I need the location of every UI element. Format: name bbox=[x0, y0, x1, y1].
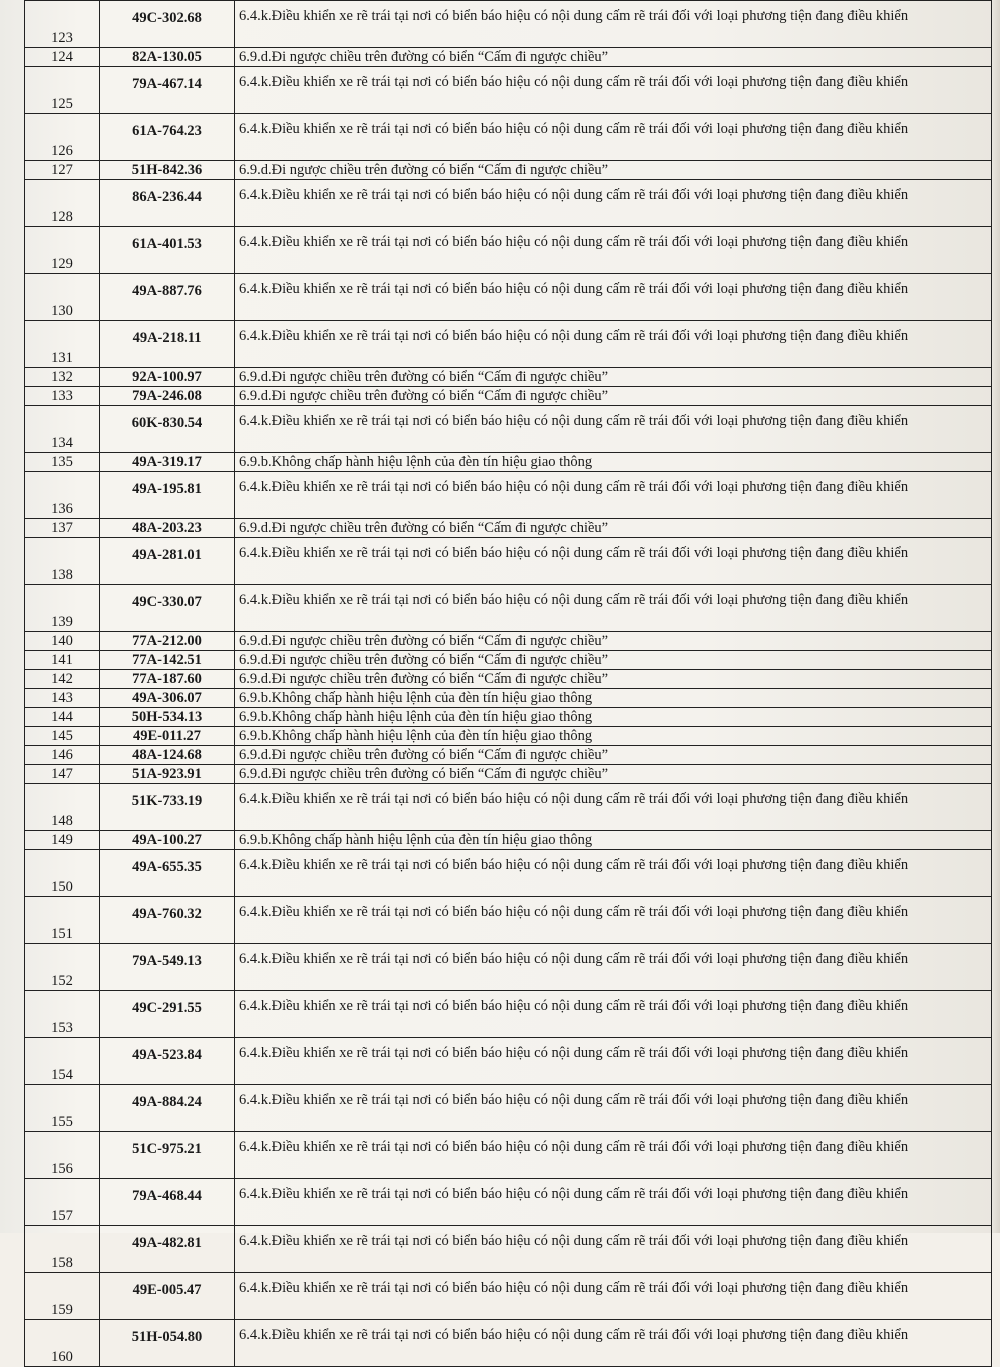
violation-description: 6.9.d.Đi ngược chiều trên đường có biển “Cấm đi ngược chiều” bbox=[235, 632, 992, 651]
license-plate: 49A-655.35 bbox=[100, 850, 235, 897]
row-number: 136 bbox=[25, 472, 100, 519]
table-row bbox=[25, 321, 992, 368]
violation-description: 6.9.b.Không chấp hành hiệu lệnh của đèn tín hiệu giao thông bbox=[235, 453, 992, 472]
table-row bbox=[25, 274, 992, 321]
row-number: 128 bbox=[25, 180, 100, 227]
violation-description: 6.4.k.Điều khiển xe rẽ trái tại nơi có biển báo hiệu có nội dung cấm rẽ trái đối với loại phương tiện đang điều khiển bbox=[235, 180, 992, 227]
row-number: 135 bbox=[25, 453, 100, 472]
table-row bbox=[25, 897, 992, 944]
table-row bbox=[25, 114, 992, 161]
license-plate: 79A-246.08 bbox=[100, 387, 235, 406]
table-row bbox=[25, 784, 992, 831]
row-number: 159 bbox=[25, 1273, 100, 1320]
violation-description: 6.9.d.Đi ngược chiều trên đường có biển “Cấm đi ngược chiều” bbox=[235, 48, 992, 67]
license-plate: 92A-100.97 bbox=[100, 368, 235, 387]
license-plate: 61A-764.23 bbox=[100, 114, 235, 161]
table-row bbox=[25, 161, 992, 180]
table-row bbox=[25, 453, 992, 472]
table-row bbox=[25, 670, 992, 689]
license-plate: 49A-306.07 bbox=[100, 689, 235, 708]
row-number: 131 bbox=[25, 321, 100, 368]
table-row bbox=[25, 1085, 992, 1132]
row-number: 157 bbox=[25, 1179, 100, 1226]
row-number: 145 bbox=[25, 727, 100, 746]
table-row bbox=[25, 585, 992, 632]
row-number: 156 bbox=[25, 1132, 100, 1179]
table-row bbox=[25, 387, 992, 406]
license-plate: 49A-884.24 bbox=[100, 1085, 235, 1132]
row-number: 147 bbox=[25, 765, 100, 784]
row-number: 138 bbox=[25, 538, 100, 585]
table-row bbox=[25, 1132, 992, 1179]
row-number: 130 bbox=[25, 274, 100, 321]
violation-description: 6.9.d.Đi ngược chiều trên đường có biển “Cấm đi ngược chiều” bbox=[235, 368, 992, 387]
license-plate: 49C-330.07 bbox=[100, 585, 235, 632]
violation-description: 6.4.k.Điều khiển xe rẽ trái tại nơi có biển báo hiệu có nội dung cấm rẽ trái đối với loại phương tiện đang điều khiển bbox=[235, 1179, 992, 1226]
violation-description: 6.9.d.Đi ngược chiều trên đường có biển “Cấm đi ngược chiều” bbox=[235, 670, 992, 689]
table-row bbox=[25, 1273, 992, 1320]
violation-description: 6.9.d.Đi ngược chiều trên đường có biển “Cấm đi ngược chiều” bbox=[235, 746, 992, 765]
row-number: 137 bbox=[25, 519, 100, 538]
violation-description: 6.4.k.Điều khiển xe rẽ trái tại nơi có biển báo hiệu có nội dung cấm rẽ trái đối với loại phương tiện đang điều khiển bbox=[235, 1320, 992, 1367]
violation-description: 6.9.b.Không chấp hành hiệu lệnh của đèn tín hiệu giao thông bbox=[235, 727, 992, 746]
license-plate: 49A-887.76 bbox=[100, 274, 235, 321]
row-number: 148 bbox=[25, 784, 100, 831]
license-plate: 48A-203.23 bbox=[100, 519, 235, 538]
license-plate: 49E-011.27 bbox=[100, 727, 235, 746]
license-plate: 48A-124.68 bbox=[100, 746, 235, 765]
table-row bbox=[25, 519, 992, 538]
violation-description: 6.9.d.Đi ngược chiều trên đường có biển “Cấm đi ngược chiều” bbox=[235, 519, 992, 538]
row-number: 158 bbox=[25, 1226, 100, 1273]
license-plate: 79A-467.14 bbox=[100, 67, 235, 114]
table-row bbox=[25, 746, 992, 765]
violation-description: 6.9.b.Không chấp hành hiệu lệnh của đèn tín hiệu giao thông bbox=[235, 708, 992, 727]
violation-description: 6.9.b.Không chấp hành hiệu lệnh của đèn tín hiệu giao thông bbox=[235, 831, 992, 850]
table-row bbox=[25, 689, 992, 708]
license-plate: 49A-482.81 bbox=[100, 1226, 235, 1273]
row-number: 149 bbox=[25, 831, 100, 850]
license-plate: 77A-187.60 bbox=[100, 670, 235, 689]
row-number: 141 bbox=[25, 651, 100, 670]
license-plate: 49A-100.27 bbox=[100, 831, 235, 850]
license-plate: 50H-534.13 bbox=[100, 708, 235, 727]
license-plate: 82A-130.05 bbox=[100, 48, 235, 67]
row-number: 150 bbox=[25, 850, 100, 897]
table-row bbox=[25, 1320, 992, 1367]
row-number: 133 bbox=[25, 387, 100, 406]
violation-description: 6.9.d.Đi ngược chiều trên đường có biển “Cấm đi ngược chiều” bbox=[235, 161, 992, 180]
table-row bbox=[25, 991, 992, 1038]
violations-table bbox=[24, 0, 992, 1367]
row-number: 146 bbox=[25, 746, 100, 765]
violation-description: 6.4.k.Điều khiển xe rẽ trái tại nơi có biển báo hiệu có nội dung cấm rẽ trái đối với loại phương tiện đang điều khiển bbox=[235, 1, 992, 48]
row-number: 134 bbox=[25, 406, 100, 453]
violation-description: 6.4.k.Điều khiển xe rẽ trái tại nơi có biển báo hiệu có nội dung cấm rẽ trái đối với loại phương tiện đang điều khiển bbox=[235, 1226, 992, 1273]
row-number: 123 bbox=[25, 1, 100, 48]
table-row bbox=[25, 727, 992, 746]
license-plate: 49A-319.17 bbox=[100, 453, 235, 472]
table-row bbox=[25, 1, 992, 48]
license-plate: 49C-291.55 bbox=[100, 991, 235, 1038]
row-number: 155 bbox=[25, 1085, 100, 1132]
row-number: 160 bbox=[25, 1320, 100, 1367]
table-row bbox=[25, 227, 992, 274]
violation-description: 6.4.k.Điều khiển xe rẽ trái tại nơi có biển báo hiệu có nội dung cấm rẽ trái đối với loại phương tiện đang điều khiển bbox=[235, 944, 992, 991]
table-row bbox=[25, 368, 992, 387]
page-edge-shadow bbox=[992, 0, 1000, 1233]
violation-description: 6.4.k.Điều khiển xe rẽ trái tại nơi có biển báo hiệu có nội dung cấm rẽ trái đối với loại phương tiện đang điều khiển bbox=[235, 274, 992, 321]
violation-description: 6.9.b.Không chấp hành hiệu lệnh của đèn tín hiệu giao thông bbox=[235, 689, 992, 708]
license-plate: 79A-549.13 bbox=[100, 944, 235, 991]
table-row bbox=[25, 1179, 992, 1226]
violation-description: 6.9.d.Đi ngược chiều trên đường có biển “Cấm đi ngược chiều” bbox=[235, 387, 992, 406]
license-plate: 49A-760.32 bbox=[100, 897, 235, 944]
violation-description: 6.4.k.Điều khiển xe rẽ trái tại nơi có biển báo hiệu có nội dung cấm rẽ trái đối với loại phương tiện đang điều khiển bbox=[235, 1038, 992, 1085]
violation-description: 6.4.k.Điều khiển xe rẽ trái tại nơi có biển báo hiệu có nội dung cấm rẽ trái đối với loại phương tiện đang điều khiển bbox=[235, 472, 992, 519]
license-plate: 77A-142.51 bbox=[100, 651, 235, 670]
row-number: 125 bbox=[25, 67, 100, 114]
row-number: 127 bbox=[25, 161, 100, 180]
row-number: 126 bbox=[25, 114, 100, 161]
license-plate: 61A-401.53 bbox=[100, 227, 235, 274]
license-plate: 60K-830.54 bbox=[100, 406, 235, 453]
table-row bbox=[25, 180, 992, 227]
table-row bbox=[25, 850, 992, 897]
row-number: 142 bbox=[25, 670, 100, 689]
table-row bbox=[25, 472, 992, 519]
row-number: 153 bbox=[25, 991, 100, 1038]
table-row bbox=[25, 708, 992, 727]
table-row bbox=[25, 765, 992, 784]
license-plate: 51A-923.91 bbox=[100, 765, 235, 784]
table-row bbox=[25, 651, 992, 670]
violation-description: 6.4.k.Điều khiển xe rẽ trái tại nơi có biển báo hiệu có nội dung cấm rẽ trái đối với loại phương tiện đang điều khiển bbox=[235, 67, 992, 114]
row-number: 139 bbox=[25, 585, 100, 632]
row-number: 124 bbox=[25, 48, 100, 67]
violation-description: 6.4.k.Điều khiển xe rẽ trái tại nơi có biển báo hiệu có nội dung cấm rẽ trái đối với loại phương tiện đang điều khiển bbox=[235, 1085, 992, 1132]
violation-description: 6.4.k.Điều khiển xe rẽ trái tại nơi có biển báo hiệu có nội dung cấm rẽ trái đối với loại phương tiện đang điều khiển bbox=[235, 538, 992, 585]
row-number: 129 bbox=[25, 227, 100, 274]
row-number: 152 bbox=[25, 944, 100, 991]
violation-description: 6.4.k.Điều khiển xe rẽ trái tại nơi có biển báo hiệu có nội dung cấm rẽ trái đối với loại phương tiện đang điều khiển bbox=[235, 1132, 992, 1179]
license-plate: 79A-468.44 bbox=[100, 1179, 235, 1226]
license-plate: 49E-005.47 bbox=[100, 1273, 235, 1320]
violation-description: 6.4.k.Điều khiển xe rẽ trái tại nơi có biển báo hiệu có nội dung cấm rẽ trái đối với loại phương tiện đang điều khiển bbox=[235, 991, 992, 1038]
table-row bbox=[25, 831, 992, 850]
violation-description: 6.4.k.Điều khiển xe rẽ trái tại nơi có biển báo hiệu có nội dung cấm rẽ trái đối với loại phương tiện đang điều khiển bbox=[235, 321, 992, 368]
row-number: 132 bbox=[25, 368, 100, 387]
violation-description: 6.4.k.Điều khiển xe rẽ trái tại nơi có biển báo hiệu có nội dung cấm rẽ trái đối với loại phương tiện đang điều khiển bbox=[235, 850, 992, 897]
row-number: 151 bbox=[25, 897, 100, 944]
violation-description: 6.4.k.Điều khiển xe rẽ trái tại nơi có biển báo hiệu có nội dung cấm rẽ trái đối với loại phương tiện đang điều khiển bbox=[235, 585, 992, 632]
row-number: 143 bbox=[25, 689, 100, 708]
license-plate: 86A-236.44 bbox=[100, 180, 235, 227]
license-plate: 77A-212.00 bbox=[100, 632, 235, 651]
violation-description: 6.9.d.Đi ngược chiều trên đường có biển “Cấm đi ngược chiều” bbox=[235, 651, 992, 670]
row-number: 154 bbox=[25, 1038, 100, 1085]
violation-description: 6.4.k.Điều khiển xe rẽ trái tại nơi có biển báo hiệu có nội dung cấm rẽ trái đối với loại phương tiện đang điều khiển bbox=[235, 897, 992, 944]
license-plate: 51K-733.19 bbox=[100, 784, 235, 831]
license-plate: 49A-195.81 bbox=[100, 472, 235, 519]
license-plate: 51H-842.36 bbox=[100, 161, 235, 180]
violation-description: 6.4.k.Điều khiển xe rẽ trái tại nơi có biển báo hiệu có nội dung cấm rẽ trái đối với loại phương tiện đang điều khiển bbox=[235, 406, 992, 453]
license-plate: 49A-523.84 bbox=[100, 1038, 235, 1085]
violation-description: 6.4.k.Điều khiển xe rẽ trái tại nơi có biển báo hiệu có nội dung cấm rẽ trái đối với loại phương tiện đang điều khiển bbox=[235, 1273, 992, 1320]
table-row bbox=[25, 48, 992, 67]
violation-description: 6.9.d.Đi ngược chiều trên đường có biển “Cấm đi ngược chiều” bbox=[235, 765, 992, 784]
violation-description: 6.4.k.Điều khiển xe rẽ trái tại nơi có biển báo hiệu có nội dung cấm rẽ trái đối với loại phương tiện đang điều khiển bbox=[235, 784, 992, 831]
license-plate: 49C-302.68 bbox=[100, 1, 235, 48]
table-row bbox=[25, 944, 992, 991]
violation-description: 6.4.k.Điều khiển xe rẽ trái tại nơi có biển báo hiệu có nội dung cấm rẽ trái đối với loại phương tiện đang điều khiển bbox=[235, 227, 992, 274]
license-plate: 49A-281.01 bbox=[100, 538, 235, 585]
table-row bbox=[25, 1038, 992, 1085]
table-row bbox=[25, 406, 992, 453]
row-number: 144 bbox=[25, 708, 100, 727]
table-row bbox=[25, 632, 992, 651]
row-number: 140 bbox=[25, 632, 100, 651]
table-row bbox=[25, 538, 992, 585]
table-row bbox=[25, 67, 992, 114]
license-plate: 49A-218.11 bbox=[100, 321, 235, 368]
license-plate: 51H-054.80 bbox=[100, 1320, 235, 1367]
violation-description: 6.4.k.Điều khiển xe rẽ trái tại nơi có biển báo hiệu có nội dung cấm rẽ trái đối với loại phương tiện đang điều khiển bbox=[235, 114, 992, 161]
license-plate: 51C-975.21 bbox=[100, 1132, 235, 1179]
violations-table-body bbox=[25, 1, 992, 1367]
